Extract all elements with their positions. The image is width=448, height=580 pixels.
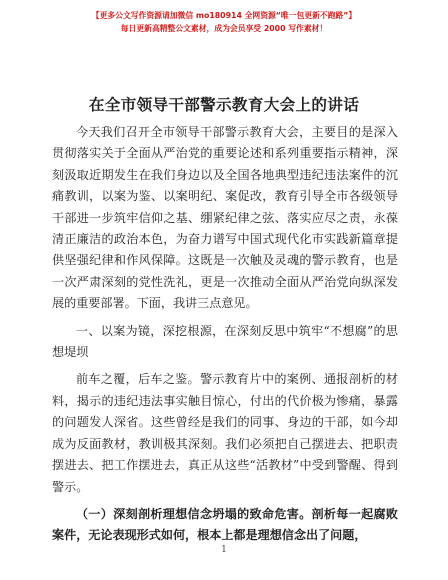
section-heading-1: 一、以案为镜，深挖根源，在深刻反思中筑牢“不想腐”的思想堤坝 (52, 323, 398, 360)
document-title: 在全市领导干部警示教育大会上的讲话 (88, 95, 360, 114)
promo-banner-line-2: 每日更新高精整公文素材，成为会员享受 2000 写作素材！ (120, 24, 328, 33)
document-body (52, 122, 398, 547)
body-paragraph: 前车之覆，后车之鉴。警示教育片中的案例、通报剖析的材料，揭示的违纪违法事实触目惊心，付出的代价极为惨痛，暴露的问题发人深省。这些曾经是我们的同事、身边的干部，如今却成为反面教材，教训极其深刻。我们必须把自己摆进去、把职责摆进去、把工作摆进去，真正从这些“活教材”中受到警醒、得到警示。 (52, 372, 398, 494)
intro-paragraph: 今天我们召开全市领导干部警示教育大会，主要目的是深入贯彻落实关于全面从严治党的重要论述和系列重要指示精神，深刻汲取近期发生在我们身边以及全国各地典型违纪违法案件的沉痛教训，以案为鉴、以案明纪、案促改，教育引导全市各级领导干部进一步筑牢信仰之基、绷紧纪律之弦、落实应尽之责，永葆清正廉洁的政治本色，为奋力谱写中国式现代化市实践新篇章提供坚强纪律和作风保障。这既是一次触及灵魂的警示教育，也是一次严肃深刻的党性洗礼，更是一次推动全面从严治党向纵深发展的重要部署。下面，我讲三点意见。 (52, 125, 398, 311)
page-number: 1 (221, 545, 227, 555)
promo-banner-line-1: 【更多公文写作资源请加微信 mo180914 全网资源“唯一包更新不跑路”】 (91, 11, 357, 20)
subsection-paragraph: （一）深刻剖析理想信念坍塌的致命危害。剖析每一起腐败案件，无论表现形式如何，根本上都是理想信念出了问题， (52, 506, 398, 543)
